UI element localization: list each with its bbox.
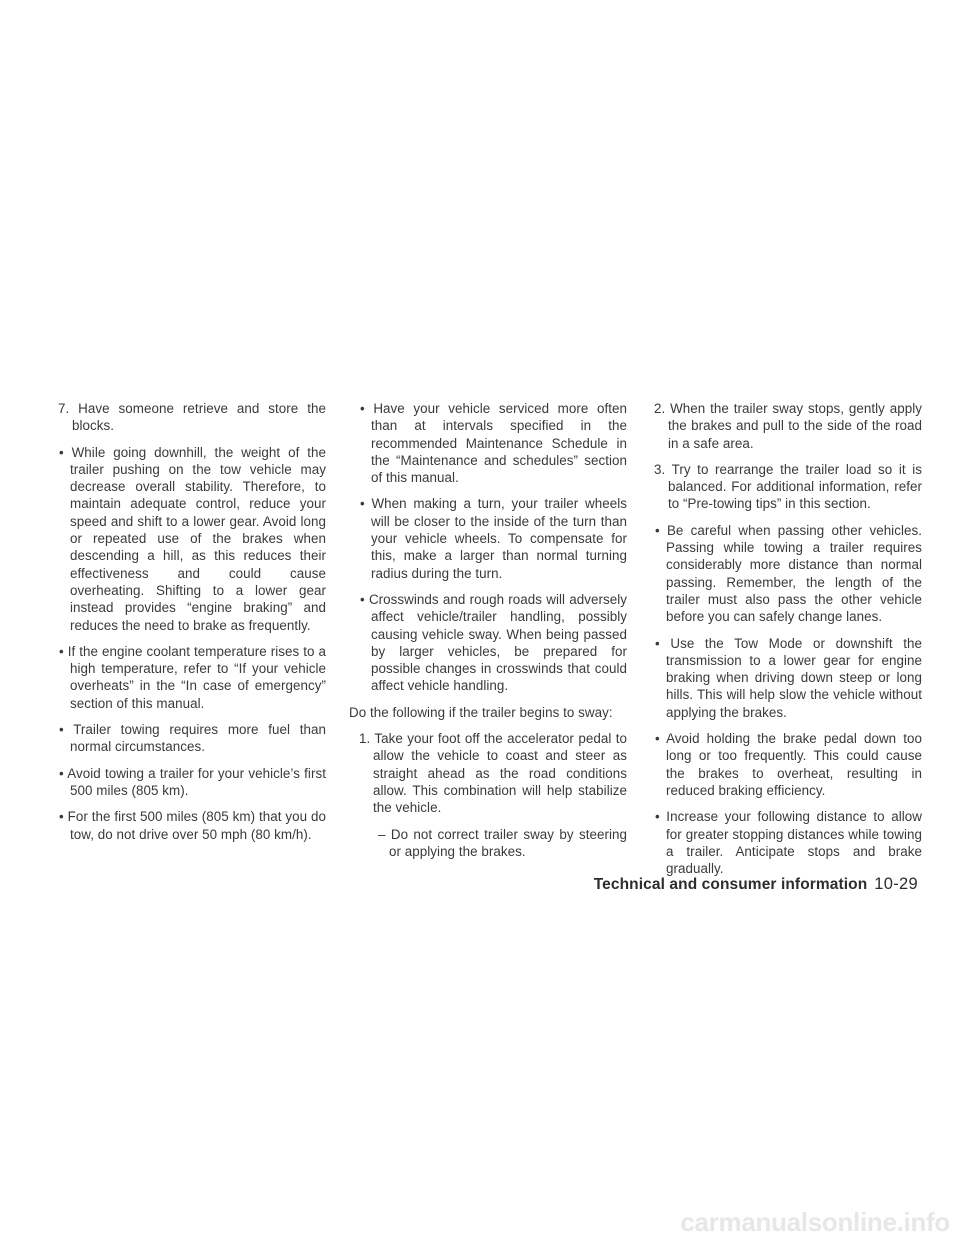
bullet-downhill: • While going downhill, the weight of the trailer pushing on the tow vehicle may decrease overall stability. Therefore, to maintain adequate control, reduce your speed and shift to a lower gear. Avoid long or repeated use of the brakes when descending a hill, as this reduces their effectiveness and could cause overheating. Shifting to a lower gear instead provides “engine braking” and reduces the need to brake as frequently. (59, 444, 326, 633)
step-1: 1. Take your foot off the accelerator pedal to allow the vehicle to coast and steer as straight ahead as the road conditions allow. This combination will help stabilize the vehicle. (359, 731, 627, 816)
step-1-subitem: – Do not correct trailer sway by steering or applying the brakes. (378, 826, 627, 859)
step-2: 2. When the trailer sway stops, gently apply the brakes and pull to the side of the road in a safe area. (654, 401, 922, 451)
step-7: 7. Have someone retrieve and store the blocks. (58, 401, 326, 434)
sway-intro: Do the following if the trailer begins to sway: (349, 704, 613, 720)
page-footer (594, 875, 918, 894)
column-left (48, 400, 326, 852)
bullet-coolant: • If the engine coolant temperature rises to a high temperature, refer to “If your vehicle overheats” in the “In case of emergency” section of this manual. (59, 643, 326, 711)
page-number: 10-29 (874, 875, 918, 893)
bullet-passing: • Be careful when passing other vehicles. Passing while towing a trailer requires considerably more distance than normal passing. Remember, the length of the trailer must also pass the other vehicle before you can safely change lanes. (655, 522, 922, 625)
bullet-speed-limit: • For the first 500 miles (805 km) that you do tow, do not drive over 50 mph (80 km/h). (59, 809, 326, 842)
bullet-crosswinds: • Crosswinds and rough roads will adversely affect vehicle/trailer handling, possibly causing vehicle sway. When being passed by larger vehicles, be prepared for possible changes in crosswinds that could affect vehicle handling. (360, 591, 627, 694)
column-middle (349, 400, 627, 869)
bullet-following-distance: • Increase your following distance to allow for greater stopping distances while towing a trailer. Anticipate stops and brake gradually. (655, 809, 922, 877)
bullet-fuel: • Trailer towing requires more fuel than normal circumstances. (59, 722, 326, 755)
bullet-brake-pedal: • Avoid holding the brake pedal down too long or too frequently. This could cause the brakes to overheat, resulting in reduced braking efficiency. (655, 731, 922, 798)
bullet-turning: • When making a turn, your trailer wheels will be closer to the inside of the turn than your vehicle wheels. To compensate for this, make a larger than normal turning radius during the turn. (360, 496, 627, 581)
section-title: Technical and consumer information (593, 876, 868, 893)
bullet-first-500-miles: • Avoid towing a trailer for your vehicle’s first 500 miles (805 km). (59, 765, 326, 798)
bullet-tow-mode: • Use the Tow Mode or downshift the transmission to a lower gear for engine braking when driving down steep or long hills. This will help slow the vehicle without applying the brakes. (655, 635, 922, 720)
column-right (644, 400, 922, 886)
step-3: 3. Try to rearrange the trailer load so it is balanced. For additional information, refer to “Pre-towing tips” in this section. (654, 461, 922, 512)
watermark: carmanualsonline.info (680, 1207, 950, 1237)
bullet-service: • Have your vehicle serviced more often than at intervals specified in the recommended Maintenance Schedule in the “Maintenance and schedules” section of this manual. (360, 401, 627, 486)
